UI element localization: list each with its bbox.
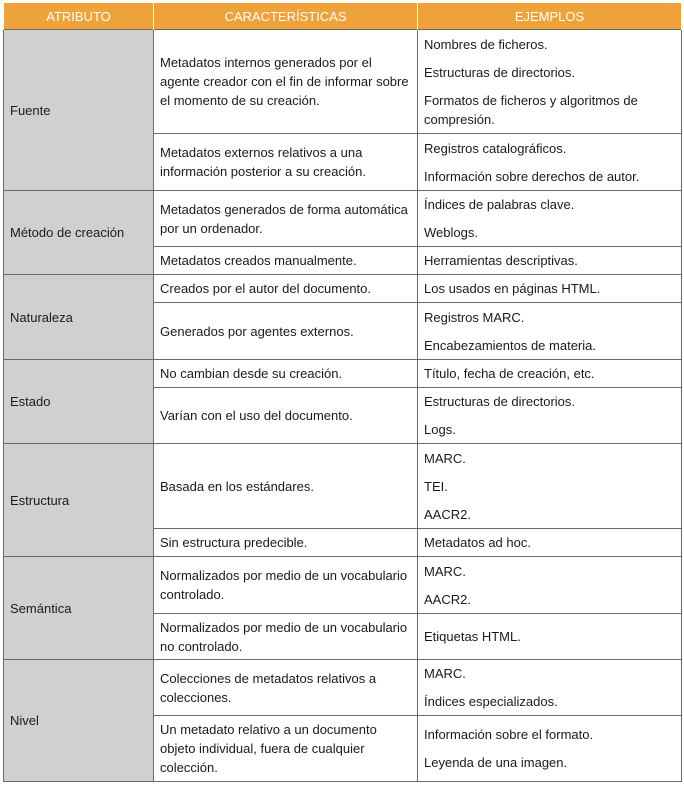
- examples-cell: [418, 134, 682, 191]
- characteristic-cell: Normalizados por medio de un vocabulario no controlado.: [154, 614, 418, 660]
- table-row: [4, 444, 682, 529]
- table-row: [4, 275, 682, 303]
- example-item: Índices especializados.: [424, 694, 558, 709]
- attribute-cell: Método de creación: [4, 191, 154, 275]
- characteristic-cell: Metadatos creados manualmente.: [154, 247, 418, 275]
- example-item: Formatos de ficheros y algoritmos de compresión.: [424, 92, 638, 127]
- header-row: [4, 3, 682, 30]
- attribute-cell: Estructura: [4, 444, 154, 557]
- example-item: Título, fecha de creación, etc.: [424, 366, 595, 381]
- example-item: Logs.: [424, 422, 456, 437]
- characteristic-cell: Normalizados por medio de un vocabulario controlado.: [154, 557, 418, 614]
- characteristic-cell: Metadatos internos generados por el agente creador con el fin de informar sobre el momento de su creación.: [154, 30, 418, 134]
- header-caracteristicas: CARACTERÍSTICAS: [154, 3, 418, 30]
- example-item: Información sobre el formato.: [424, 727, 594, 742]
- attribute-cell: Estado: [4, 360, 154, 444]
- example-item: Registros MARC.: [424, 309, 525, 325]
- characteristic-cell: Colecciones de metadatos relativos a colecciones.: [154, 660, 418, 716]
- characteristic-cell: Creados por el autor del documento.: [154, 275, 418, 303]
- example-item: Índices de palabras clave.: [424, 197, 575, 212]
- characteristic-cell: No cambian desde su creación.: [154, 360, 418, 388]
- characteristic-cell: Sin estructura predecible.: [154, 529, 418, 557]
- example-item: Estructuras de directorios.: [424, 64, 576, 80]
- table-row: [4, 30, 682, 134]
- example-item: MARC.: [424, 563, 466, 579]
- attribute-cell: Fuente: [4, 30, 154, 191]
- table-row: [4, 191, 682, 247]
- examples-cell: [418, 614, 682, 660]
- example-item: AACR2.: [424, 591, 471, 607]
- examples-cell: [418, 360, 682, 388]
- example-item: Los usados en páginas HTML.: [424, 281, 601, 296]
- example-item: TEI.: [424, 478, 448, 494]
- example-item: Leyenda de una imagen.: [424, 755, 568, 770]
- examples-cell: [418, 191, 682, 247]
- examples-cell: [418, 557, 682, 614]
- example-item: Información sobre derechos de autor.: [424, 168, 640, 184]
- example-item: Registros catalográficos.: [424, 140, 567, 156]
- example-item: MARC.: [424, 666, 466, 681]
- examples-cell: [418, 529, 682, 557]
- table-row: [4, 557, 682, 614]
- examples-cell: [418, 444, 682, 529]
- characteristic-cell: Basada en los estándares.: [154, 444, 418, 529]
- example-item: Metadatos ad hoc.: [424, 535, 531, 550]
- attribute-cell: Naturaleza: [4, 275, 154, 360]
- characteristic-cell: Metadatos generados de forma automática por un ordenador.: [154, 191, 418, 247]
- table-row: [4, 660, 682, 716]
- attribute-cell: Nivel: [4, 660, 154, 782]
- examples-cell: [418, 30, 682, 134]
- examples-cell: [418, 303, 682, 360]
- example-item: MARC.: [424, 450, 466, 466]
- table-body: [4, 30, 682, 782]
- examples-cell: [418, 660, 682, 716]
- characteristic-cell: Metadatos externos relativos a una información posterior a su creación.: [154, 134, 418, 191]
- table-row: [4, 360, 682, 388]
- example-item: Estructuras de directorios.: [424, 394, 576, 409]
- example-item: Etiquetas HTML.: [424, 629, 521, 644]
- examples-cell: [418, 275, 682, 303]
- example-item: Nombres de ficheros.: [424, 36, 548, 52]
- metadata-attributes-table: [3, 3, 682, 782]
- characteristic-cell: Varían con el uso del documento.: [154, 388, 418, 444]
- attribute-cell: Semántica: [4, 557, 154, 660]
- header-ejemplos: EJEMPLOS: [418, 3, 682, 30]
- example-item: Weblogs.: [424, 225, 478, 240]
- examples-cell: [418, 716, 682, 782]
- examples-cell: [418, 247, 682, 275]
- examples-cell: [418, 388, 682, 444]
- characteristic-cell: Un metadato relativo a un documento objeto individual, fuera de cualquier colección.: [154, 716, 418, 782]
- header-atributo: ATRIBUTO: [4, 3, 154, 30]
- table-header: [4, 3, 682, 30]
- example-item: Encabezamientos de materia.: [424, 337, 596, 353]
- example-item: AACR2.: [424, 506, 471, 522]
- characteristic-cell: Generados por agentes externos.: [154, 303, 418, 360]
- example-item: Herramientas descriptivas.: [424, 253, 578, 268]
